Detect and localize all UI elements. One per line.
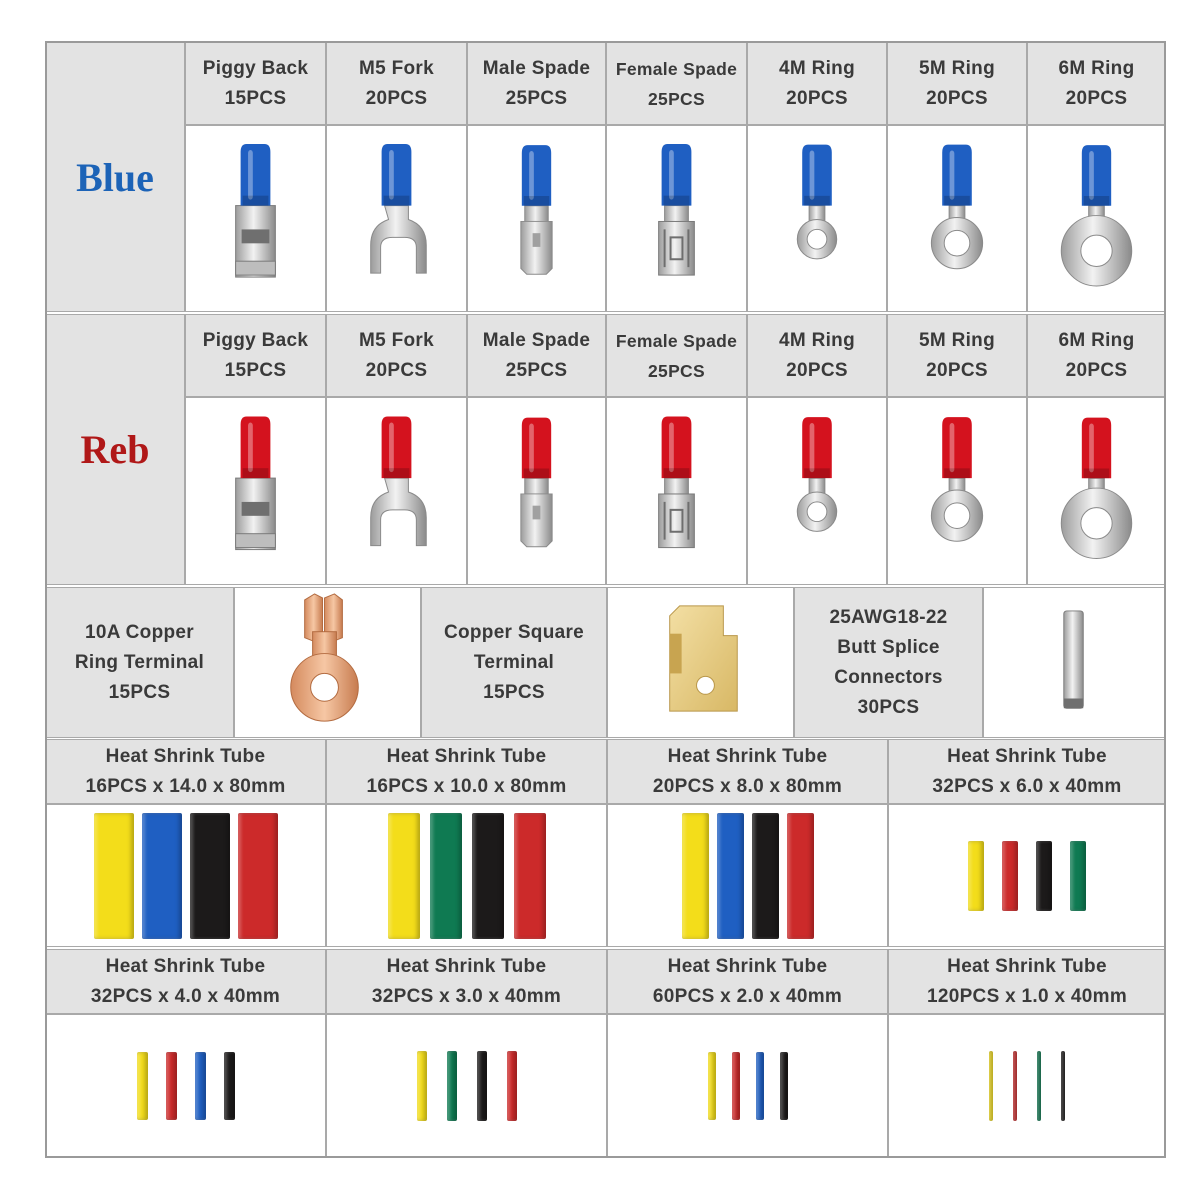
heat-shrink-title: Heat Shrink Tube bbox=[386, 745, 547, 767]
heat-shrink-tube-red bbox=[787, 813, 814, 939]
heat-shrink-tube-red bbox=[1013, 1051, 1017, 1121]
heat-shrink-tube-green bbox=[447, 1051, 457, 1121]
heat-shrink-tube-yellow bbox=[968, 841, 984, 911]
large-ring-terminal-icon bbox=[1027, 125, 1166, 312]
heat-shrink-tube-yellow bbox=[989, 1051, 993, 1121]
heat-shrink-tube-black bbox=[780, 1052, 788, 1120]
heat-shrink-header bbox=[326, 739, 607, 804]
heat-shrink-tubes bbox=[45, 1014, 326, 1158]
heat-shrink-tube-yellow bbox=[682, 813, 709, 939]
item-name: 4M Ring bbox=[779, 329, 855, 351]
heat-shrink-tube-black bbox=[752, 813, 779, 939]
heat-shrink-tube-blue bbox=[195, 1052, 206, 1120]
butt-splice-connector-icon bbox=[983, 587, 1166, 738]
heat-shrink-tubes bbox=[45, 804, 326, 947]
item-name: M5 Fork bbox=[359, 57, 434, 79]
misc-item-text: Ring Terminal bbox=[74, 651, 205, 673]
heat-shrink-tube-yellow bbox=[388, 813, 420, 939]
item-name: Piggy Back bbox=[202, 329, 309, 351]
item-qty: 20PCS bbox=[365, 359, 428, 381]
heat-shrink-header bbox=[326, 949, 607, 1014]
item-qty: 20PCS bbox=[926, 87, 988, 109]
heat-shrink-tube-red bbox=[514, 813, 546, 939]
item-name: Female Spade bbox=[615, 58, 738, 79]
heat-shrink-tube-blue bbox=[142, 813, 182, 939]
heat-shrink-tube-red bbox=[507, 1051, 517, 1121]
item-header-red bbox=[185, 314, 326, 397]
heat-shrink-header bbox=[888, 949, 1166, 1014]
heat-shrink-tube-black bbox=[190, 813, 230, 939]
small-ring-terminal-icon bbox=[747, 125, 887, 312]
heat-shrink-spec: 120PCS x 1.0 x 40mm bbox=[926, 985, 1128, 1007]
item-header-blue bbox=[185, 42, 326, 125]
item-qty: 20PCS bbox=[1065, 359, 1128, 381]
heat-shrink-spec: 60PCS x 2.0 x 40mm bbox=[652, 985, 843, 1007]
misc-item-text: Connectors bbox=[834, 666, 943, 688]
item-header-blue bbox=[606, 42, 747, 125]
item-name: Piggy Back bbox=[202, 57, 309, 79]
misc-item-header bbox=[421, 587, 607, 738]
male-spade-terminal-icon bbox=[467, 397, 606, 585]
heat-shrink-title: Heat Shrink Tube bbox=[667, 745, 828, 767]
heat-shrink-tubes bbox=[607, 1014, 888, 1158]
heat-shrink-tube-red bbox=[166, 1052, 177, 1120]
item-header-blue bbox=[326, 42, 467, 125]
item-name: Male Spade bbox=[482, 329, 591, 351]
item-header-blue bbox=[887, 42, 1027, 125]
heat-shrink-tube-black bbox=[477, 1051, 487, 1121]
heat-shrink-tube-black bbox=[1061, 1051, 1065, 1121]
heat-shrink-tube-blue bbox=[717, 813, 744, 939]
male-spade-terminal-icon bbox=[467, 125, 606, 312]
copper-ring-terminal-icon bbox=[234, 587, 421, 738]
item-qty: 20PCS bbox=[786, 87, 848, 109]
heat-shrink-title: Heat Shrink Tube bbox=[105, 745, 266, 767]
small-ring-terminal-icon bbox=[747, 397, 887, 585]
heat-shrink-tubes bbox=[326, 1014, 607, 1158]
item-name: Female Spade bbox=[615, 330, 738, 351]
item-header-red bbox=[747, 314, 887, 397]
fork-terminal-icon bbox=[326, 397, 467, 585]
item-qty: 20PCS bbox=[926, 359, 988, 381]
fork-terminal-icon bbox=[326, 125, 467, 312]
heat-shrink-tubes bbox=[607, 804, 888, 947]
item-header-blue bbox=[747, 42, 887, 125]
heat-shrink-tube-black bbox=[224, 1052, 235, 1120]
item-name: Male Spade bbox=[482, 57, 591, 79]
item-name: M5 Fork bbox=[359, 329, 434, 351]
heat-shrink-spec: 16PCS x 14.0 x 80mm bbox=[85, 775, 286, 797]
medium-ring-terminal-icon bbox=[887, 397, 1027, 585]
misc-item-text: Copper Square bbox=[443, 621, 585, 643]
item-qty: 25PCS bbox=[505, 359, 568, 381]
misc-item-text: Terminal bbox=[473, 651, 555, 673]
item-header-red bbox=[887, 314, 1027, 397]
heat-shrink-tube-green bbox=[430, 813, 462, 939]
heat-shrink-tubes bbox=[888, 804, 1166, 947]
heat-shrink-tube-red bbox=[1002, 841, 1018, 911]
item-name: 6M Ring bbox=[1058, 57, 1135, 79]
item-qty: 25PCS bbox=[648, 360, 705, 381]
item-header-blue bbox=[1027, 42, 1166, 125]
heat-shrink-spec: 32PCS x 3.0 x 40mm bbox=[371, 985, 562, 1007]
item-header-red bbox=[606, 314, 747, 397]
heat-shrink-spec: 16PCS x 10.0 x 80mm bbox=[366, 775, 567, 797]
misc-item-text: 10A Copper bbox=[85, 621, 194, 643]
heat-shrink-header bbox=[888, 739, 1166, 804]
item-header-red bbox=[467, 314, 606, 397]
heat-shrink-spec: 20PCS x 8.0 x 80mm bbox=[652, 775, 843, 797]
item-name: 4M Ring bbox=[779, 57, 855, 79]
large-ring-terminal-icon bbox=[1027, 397, 1166, 585]
heat-shrink-title: Heat Shrink Tube bbox=[947, 745, 1107, 767]
row-label-red: Reb bbox=[45, 314, 185, 585]
item-qty: 25PCS bbox=[505, 87, 568, 109]
item-name: 6M Ring bbox=[1058, 329, 1135, 351]
misc-item-text: 30PCS bbox=[857, 696, 920, 718]
heat-shrink-spec: 32PCS x 4.0 x 40mm bbox=[90, 985, 281, 1007]
item-header-blue bbox=[467, 42, 606, 125]
misc-item-text: 15PCS bbox=[483, 681, 545, 703]
heat-shrink-tube-green bbox=[1037, 1051, 1041, 1121]
piggy-back-terminal-icon bbox=[185, 125, 326, 312]
heat-shrink-tube-yellow bbox=[708, 1052, 716, 1120]
misc-item-header bbox=[794, 587, 983, 738]
misc-item-text: Butt Splice bbox=[837, 636, 940, 658]
female-spade-terminal-icon bbox=[606, 125, 747, 312]
heat-shrink-spec: 32PCS x 6.0 x 40mm bbox=[932, 775, 1122, 797]
heat-shrink-tubes bbox=[326, 804, 607, 947]
heat-shrink-title: Heat Shrink Tube bbox=[386, 955, 547, 977]
heat-shrink-header bbox=[607, 739, 888, 804]
misc-item-header bbox=[45, 587, 234, 738]
heat-shrink-tube-blue bbox=[756, 1052, 764, 1120]
heat-shrink-tube-black bbox=[1036, 841, 1052, 911]
heat-shrink-header bbox=[45, 739, 326, 804]
item-name: 5M Ring bbox=[919, 329, 995, 351]
heat-shrink-tube-red bbox=[238, 813, 278, 939]
heat-shrink-tube-yellow bbox=[94, 813, 134, 939]
item-name: 5M Ring bbox=[919, 57, 995, 79]
heat-shrink-title: Heat Shrink Tube bbox=[947, 955, 1107, 977]
heat-shrink-header bbox=[45, 949, 326, 1014]
piggy-back-terminal-icon bbox=[185, 397, 326, 585]
heat-shrink-tube-green bbox=[1070, 841, 1086, 911]
heat-shrink-tube-yellow bbox=[417, 1051, 427, 1121]
heat-shrink-title: Heat Shrink Tube bbox=[667, 955, 828, 977]
heat-shrink-tube-yellow bbox=[137, 1052, 148, 1120]
item-header-red bbox=[326, 314, 467, 397]
heat-shrink-header bbox=[607, 949, 888, 1014]
medium-ring-terminal-icon bbox=[887, 125, 1027, 312]
misc-item-text: 15PCS bbox=[108, 681, 171, 703]
heat-shrink-tube-black bbox=[472, 813, 504, 939]
heat-shrink-tubes bbox=[888, 1014, 1166, 1158]
copper-square-terminal-icon bbox=[607, 587, 794, 738]
item-qty: 20PCS bbox=[786, 359, 848, 381]
item-header-red bbox=[1027, 314, 1166, 397]
item-qty: 15PCS bbox=[224, 359, 287, 381]
item-qty: 25PCS bbox=[648, 88, 705, 109]
item-qty: 20PCS bbox=[365, 87, 428, 109]
item-qty: 20PCS bbox=[1065, 87, 1128, 109]
row-label-blue: Blue bbox=[45, 42, 185, 312]
female-spade-terminal-icon bbox=[606, 397, 747, 585]
heat-shrink-tube-red bbox=[732, 1052, 740, 1120]
misc-item-text: 25AWG18-22 bbox=[829, 606, 948, 628]
item-qty: 15PCS bbox=[224, 87, 287, 109]
heat-shrink-title: Heat Shrink Tube bbox=[105, 955, 266, 977]
